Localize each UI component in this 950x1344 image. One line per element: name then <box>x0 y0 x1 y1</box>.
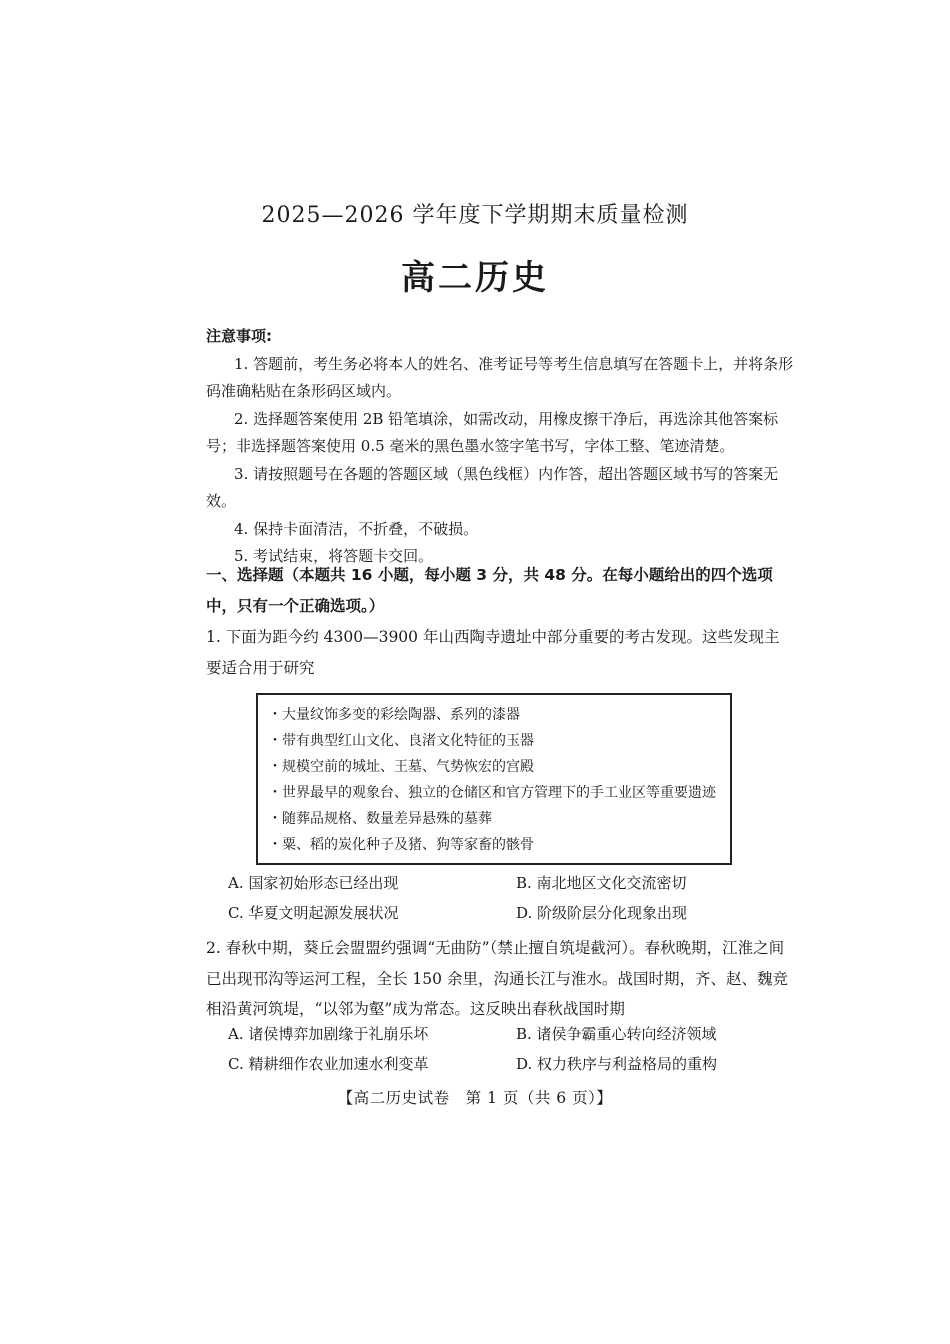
excerpt-line: ・随葬品规格、数量差异悬殊的墓葬 <box>268 811 492 827</box>
question-2-options <box>228 1023 768 1083</box>
option-d: D. 阶级阶层分化现象出现 <box>516 904 688 922</box>
option-d: D. 权力秩序与利益格局的重构 <box>516 1055 718 1073</box>
option-a: A. 国家初始形态已经出现 <box>228 874 399 892</box>
excerpt-line: ・世界最早的观象台、独立的仓储区和官方管理下的手工业区等重要遗迹 <box>268 785 716 801</box>
excerpt-line: ・大量纹饰多变的彩绘陶器、系列的漆器 <box>268 707 520 723</box>
option-a: A. 诸侯博弈加剧缘于礼崩乐坏 <box>228 1025 429 1043</box>
option-c: C. 华夏文明起源发展状况 <box>228 904 399 922</box>
subject-title: 高二历史 <box>401 258 549 298</box>
option-c: C. 精耕细作农业加速水利变革 <box>228 1055 429 1073</box>
question-2-stem: 2. 春秋中期，葵丘会盟盟约强调“无曲防”（禁止擅自筑堤截河）。春秋晚期，江淮之间已出现邗沟等运河工程，全长 150 余里，沟通长江与淮水。战国时期，齐、赵、魏竞相沿黄河筑堤，“以邻为壑”成为常态。这反映出春秋战国时期 <box>206 939 788 1018</box>
notice-section <box>206 323 796 571</box>
exam-title: 2025—2026 学年度下学期期末质量检测 <box>261 203 689 228</box>
section-heading: 一、选择题（本题共 16 小题，每小题 3 分，共 48 分。在每小题给出的四个选项中，只有一个正确选项。） <box>206 566 773 615</box>
excerpt-line: ・带有典型红山文化、良渚文化特征的玉器 <box>268 733 534 749</box>
notice-item-1: 1. 答题前，考生务必将本人的姓名、准考证号等考生信息填写在答题卡上，并将条形码准确粘贴在条形码区域内。 <box>206 354 794 400</box>
notice-item-4: 4. 保持卡面清洁，不折叠，不破损。 <box>234 519 479 538</box>
notice-item-5: 5. 考试结束，将答题卡交回。 <box>234 547 434 565</box>
question-1-stem: 1. 下面为距今约 4300—3900 年山西陶寺遗址中部分重要的考古发现。这些发现主要适合用于研究 <box>206 628 780 677</box>
page-footer: 【高二历史试卷 第 1 页（共 6 页）】 <box>337 1089 613 1107</box>
notice-item-3: 3. 请按照题号在各题的答题区域（黑色线框）内作答，超出答题区域书写的答案无效。 <box>206 464 779 510</box>
excerpt-line: ・规模空前的城址、王墓、气势恢宏的宫殿 <box>268 759 534 775</box>
notice-heading: 注意事项: <box>206 327 272 345</box>
excerpt-line: ・粟、稻的炭化种子及猪、狗等家畜的骸骨 <box>268 837 534 853</box>
option-b: B. 诸侯争霸重心转向经济领域 <box>516 1025 717 1043</box>
notice-item-2: 2. 选择题答案使用 2B 铅笔填涂，如需改动，用橡皮擦干净后，再选涂其他答案标号；非选择题答案使用 0.5 毫米的黑色墨水签字笔书写，字体工整、笔迹清楚。 <box>206 409 779 455</box>
option-b: B. 南北地区文化交流密切 <box>516 874 687 892</box>
question-1-excerpt-box <box>256 693 732 865</box>
question-1-options <box>228 872 768 932</box>
